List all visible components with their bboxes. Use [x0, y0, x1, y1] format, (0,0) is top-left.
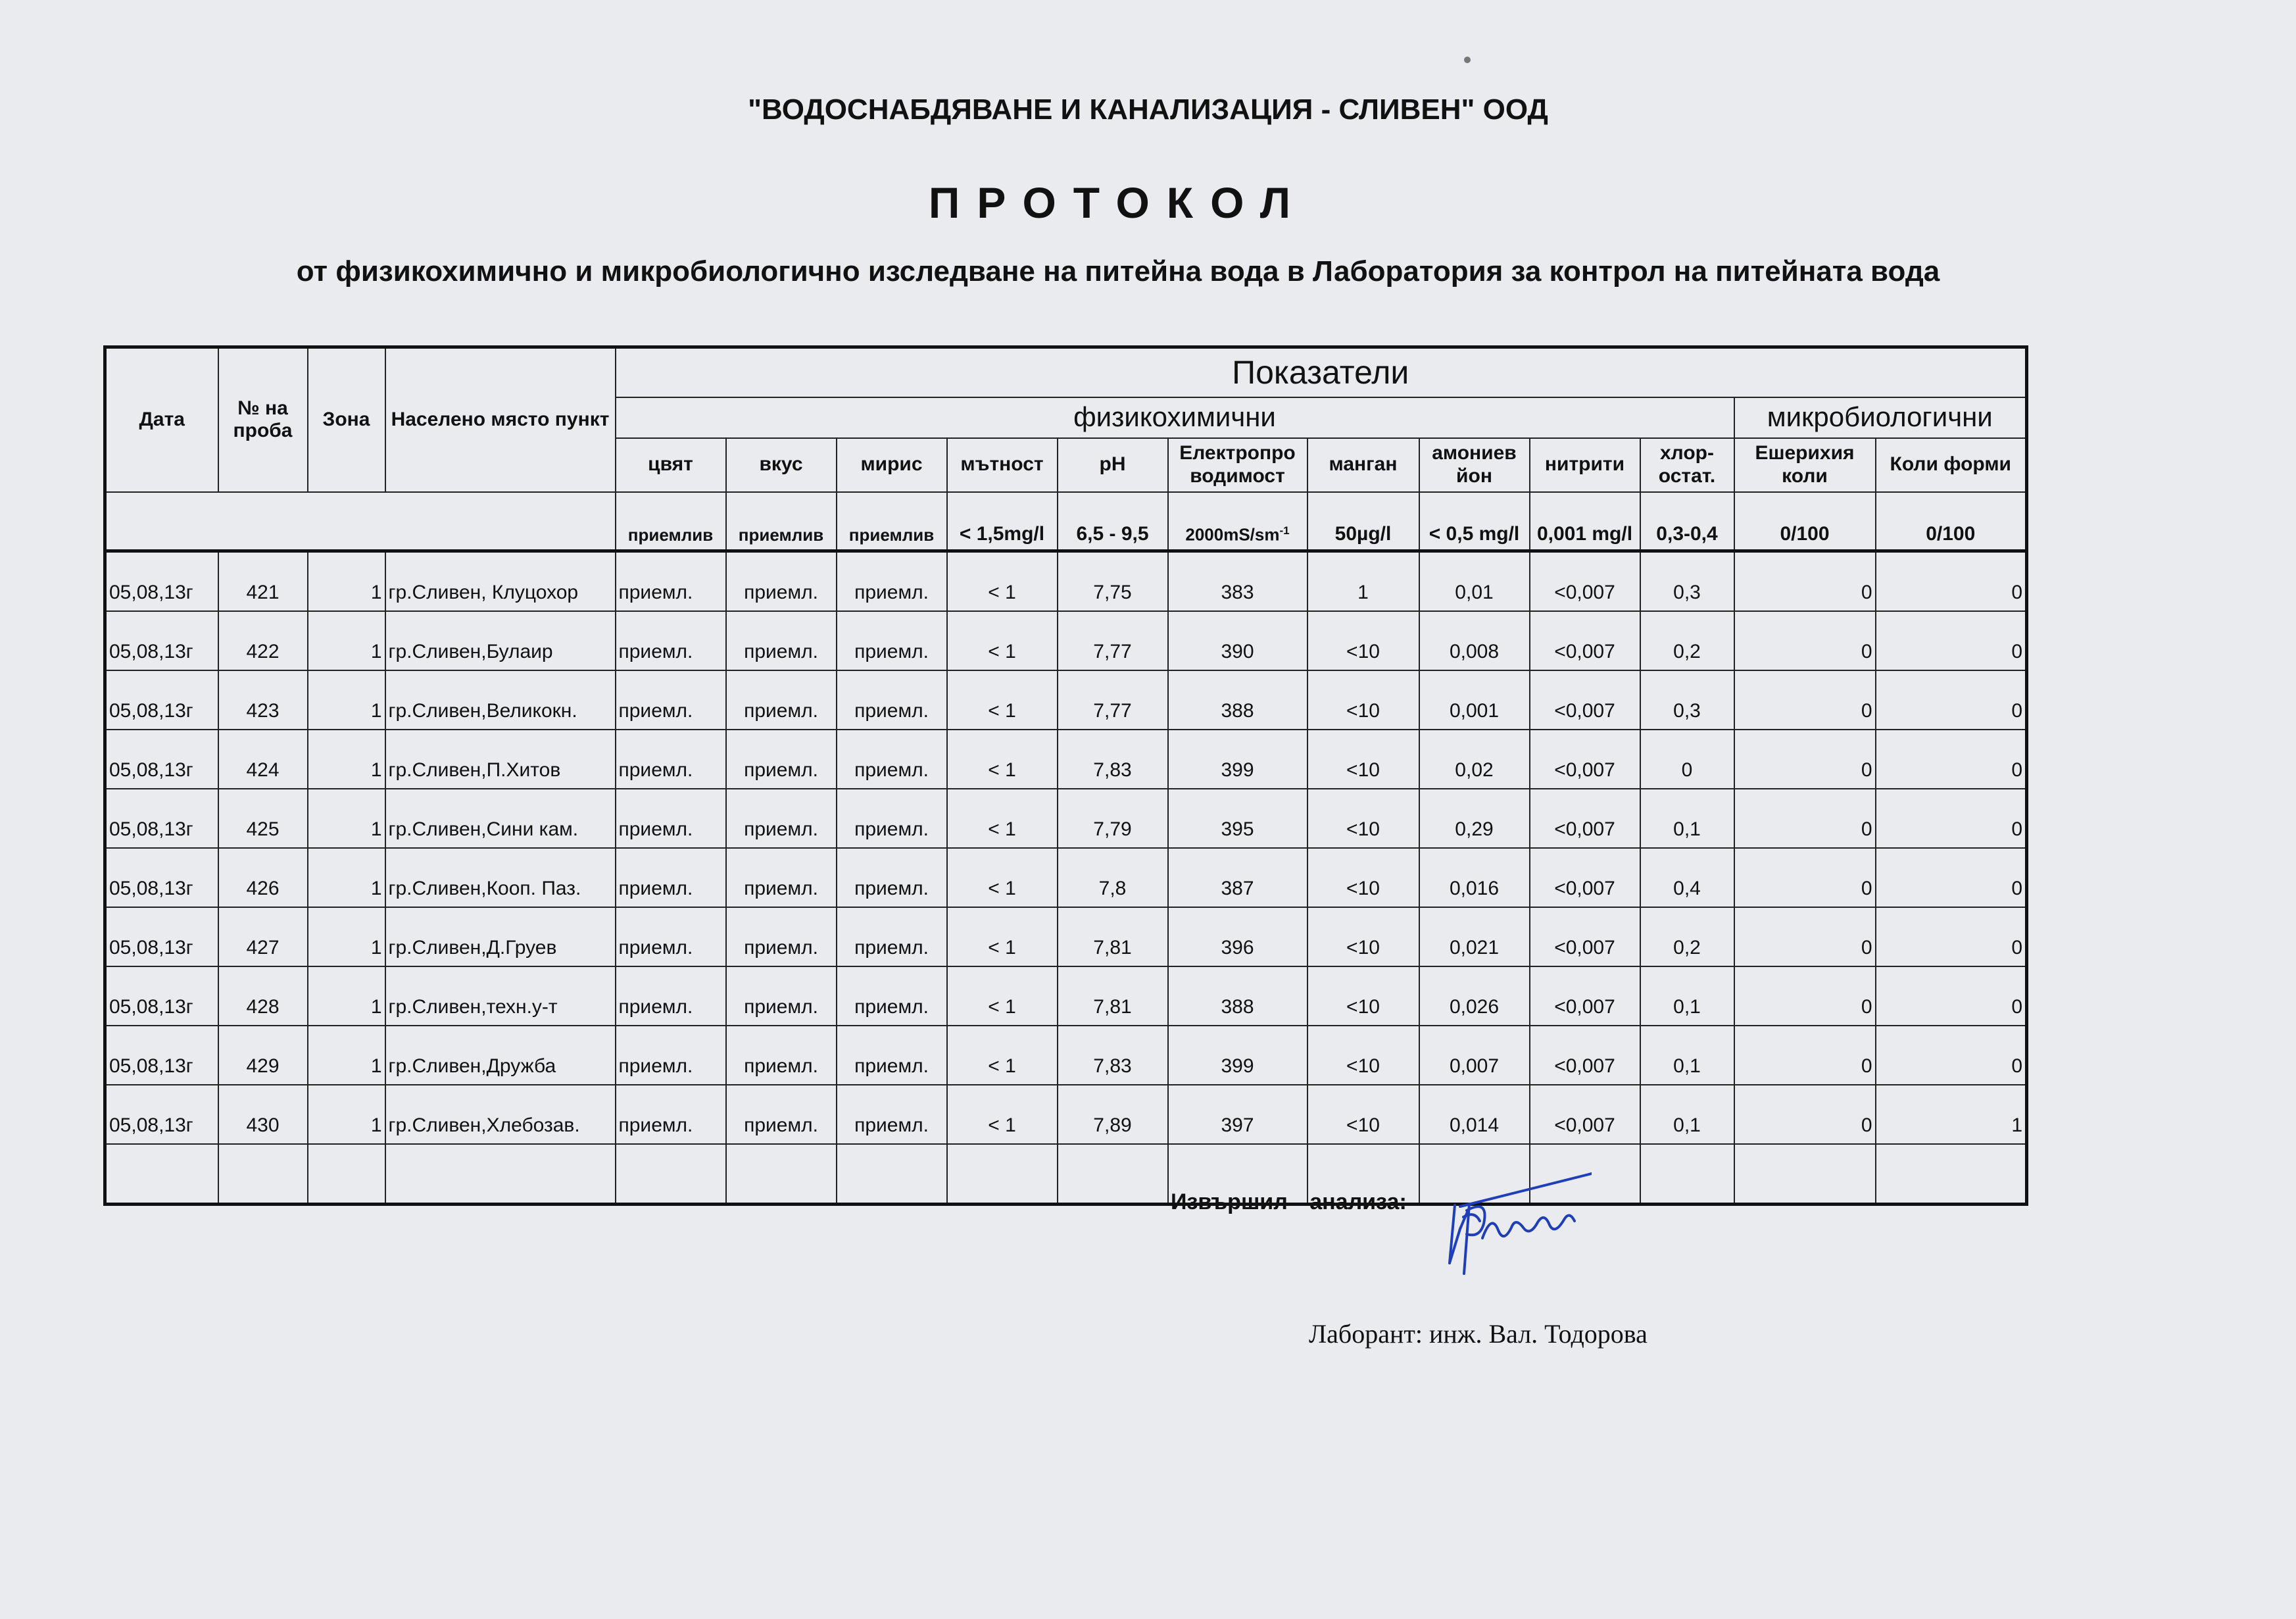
cell-manganese: <10 — [1307, 966, 1419, 1026]
norm-nitrites: 0,001 mg/l — [1530, 492, 1640, 551]
norms-row-label — [105, 492, 616, 551]
cell-date: 05,08,13г — [105, 1026, 218, 1085]
cell-place: гр.Сливен,Хлебозав. — [385, 1085, 616, 1144]
table-row — [105, 907, 2027, 966]
empty-cell — [308, 1144, 385, 1205]
cell-ph: 7,89 — [1058, 1085, 1168, 1144]
cell-manganese: 1 — [1307, 551, 1419, 612]
empty-cell — [726, 1144, 837, 1205]
cell-turbidity: < 1 — [947, 966, 1058, 1026]
cell-nitrites: <0,007 — [1530, 789, 1640, 848]
cell-date: 05,08,13г — [105, 670, 218, 730]
param-taste: вкус — [726, 438, 837, 492]
cell-coliforms: 0 — [1876, 611, 2027, 670]
results-table — [103, 345, 2028, 1206]
cell-color: приемл. — [616, 730, 726, 789]
cell-color: приемл. — [616, 848, 726, 907]
cell-taste: приемл. — [726, 611, 837, 670]
cell-taste: приемл. — [726, 789, 837, 848]
param-ph: pH — [1058, 438, 1168, 492]
empty-cell — [1876, 1144, 2027, 1205]
cell-zone: 1 — [308, 670, 385, 730]
cell-ammonium: 0,02 — [1419, 730, 1530, 789]
norm-taste: приемлив — [726, 492, 837, 551]
cell-ph: 7,8 — [1058, 848, 1168, 907]
cell-ammonium: 0,29 — [1419, 789, 1530, 848]
results-body — [105, 551, 2027, 1205]
cell-date: 05,08,13г — [105, 551, 218, 612]
cell-chlorine: 0,3 — [1640, 670, 1734, 730]
cell-manganese: <10 — [1307, 1085, 1419, 1144]
cell-ecoli: 0 — [1734, 848, 1876, 907]
norm-ph: 6,5 - 9,5 — [1058, 492, 1168, 551]
cell-sample-no: 429 — [218, 1026, 308, 1085]
cell-ecoli: 0 — [1734, 1085, 1876, 1144]
cell-date: 05,08,13г — [105, 966, 218, 1026]
cell-chlorine: 0,3 — [1640, 551, 1734, 612]
norm-coliforms: 0/100 — [1876, 492, 2027, 551]
cell-coliforms: 0 — [1876, 551, 2027, 612]
cell-conductivity: 383 — [1168, 551, 1307, 612]
cell-taste: приемл. — [726, 1085, 837, 1144]
cell-ammonium: 0,001 — [1419, 670, 1530, 730]
cell-place: гр.Сливен,Дружба — [385, 1026, 616, 1085]
cell-conductivity: 388 — [1168, 670, 1307, 730]
header-sample-no: № на проба — [218, 347, 308, 492]
cell-conductivity: 396 — [1168, 907, 1307, 966]
param-ammonium: амониев йон — [1419, 438, 1530, 492]
cell-ph: 7,79 — [1058, 789, 1168, 848]
cell-odor: приемл. — [837, 1085, 947, 1144]
cell-place: гр.Сливен,Великокн. — [385, 670, 616, 730]
cell-ph: 7,83 — [1058, 1026, 1168, 1085]
cell-color: приемл. — [616, 551, 726, 612]
cell-turbidity: < 1 — [947, 611, 1058, 670]
cell-place: гр.Сливен,Д.Груев — [385, 907, 616, 966]
cell-coliforms: 0 — [1876, 789, 2027, 848]
cell-ecoli: 0 — [1734, 730, 1876, 789]
cell-zone: 1 — [308, 907, 385, 966]
cell-odor: приемл. — [837, 789, 947, 848]
cell-ecoli: 0 — [1734, 611, 1876, 670]
empty-cell — [1640, 1144, 1734, 1205]
cell-ammonium: 0,007 — [1419, 1026, 1530, 1085]
cell-zone: 1 — [308, 848, 385, 907]
cell-sample-no: 430 — [218, 1085, 308, 1144]
cell-ammonium: 0,026 — [1419, 966, 1530, 1026]
norm-conductivity-exponent: -1 — [1279, 524, 1290, 537]
cell-sample-no: 422 — [218, 611, 308, 670]
cell-turbidity: < 1 — [947, 848, 1058, 907]
cell-zone: 1 — [308, 611, 385, 670]
cell-coliforms: 0 — [1876, 907, 2027, 966]
cell-ph: 7,83 — [1058, 730, 1168, 789]
cell-zone: 1 — [308, 1085, 385, 1144]
cell-date: 05,08,13г — [105, 789, 218, 848]
empty-cell — [616, 1144, 726, 1205]
header-physchem: физикохимични — [616, 397, 1734, 438]
table-row — [105, 789, 2027, 848]
empty-cell — [1058, 1144, 1168, 1205]
cell-ecoli: 0 — [1734, 1026, 1876, 1085]
cell-turbidity: < 1 — [947, 1026, 1058, 1085]
cell-nitrites: <0,007 — [1530, 611, 1640, 670]
cell-sample-no: 428 — [218, 966, 308, 1026]
cell-chlorine: 0 — [1640, 730, 1734, 789]
cell-date: 05,08,13г — [105, 1085, 218, 1144]
cell-sample-no: 423 — [218, 670, 308, 730]
cell-odor: приемл. — [837, 551, 947, 612]
cell-place: гр.Сливен,Сини кам. — [385, 789, 616, 848]
cell-date: 05,08,13г — [105, 907, 218, 966]
cell-zone: 1 — [308, 789, 385, 848]
cell-zone: 1 — [308, 730, 385, 789]
cell-nitrites: <0,007 — [1530, 1026, 1640, 1085]
cell-zone: 1 — [308, 966, 385, 1026]
cell-chlorine: 0,1 — [1640, 1026, 1734, 1085]
cell-odor: приемл. — [837, 730, 947, 789]
norm-ammonium: < 0,5 mg/l — [1419, 492, 1530, 551]
cell-manganese: <10 — [1307, 670, 1419, 730]
cell-nitrites: <0,007 — [1530, 730, 1640, 789]
cell-turbidity: < 1 — [947, 730, 1058, 789]
cell-turbidity: < 1 — [947, 789, 1058, 848]
cell-turbidity: < 1 — [947, 551, 1058, 612]
cell-ph: 7,75 — [1058, 551, 1168, 612]
cell-chlorine: 0,2 — [1640, 611, 1734, 670]
cell-coliforms: 1 — [1876, 1085, 2027, 1144]
cell-coliforms: 0 — [1876, 966, 2027, 1026]
cell-zone: 1 — [308, 1026, 385, 1085]
cell-turbidity: < 1 — [947, 1085, 1058, 1144]
organization-name: "ВОДОСНАБДЯВАНЕ И КАНАЛИЗАЦИЯ - СЛИВЕН" ООД — [748, 93, 1548, 126]
cell-place: гр.Сливен,Кооп. Паз. — [385, 848, 616, 907]
norm-odor: приемлив — [837, 492, 947, 551]
cell-odor: приемл. — [837, 611, 947, 670]
cell-ammonium: 0,01 — [1419, 551, 1530, 612]
cell-conductivity: 388 — [1168, 966, 1307, 1026]
norm-turbidity: < 1,5mg/l — [947, 492, 1058, 551]
table-row — [105, 670, 2027, 730]
cell-ph: 7,77 — [1058, 611, 1168, 670]
table-row — [105, 551, 2027, 612]
table-row — [105, 611, 2027, 670]
cell-coliforms: 0 — [1876, 1026, 2027, 1085]
cell-coliforms: 0 — [1876, 670, 2027, 730]
cell-turbidity: < 1 — [947, 907, 1058, 966]
cell-color: приемл. — [616, 1026, 726, 1085]
cell-ecoli: 0 — [1734, 551, 1876, 612]
cell-chlorine: 0,1 — [1640, 966, 1734, 1026]
param-ecoli: Ешерихия коли — [1734, 438, 1876, 492]
norm-conductivity-value: 2000mS/sm — [1185, 525, 1280, 545]
results-table-wrapper — [103, 345, 2028, 1206]
scan-speck — [1464, 57, 1471, 63]
cell-conductivity: 397 — [1168, 1085, 1307, 1144]
cell-conductivity: 390 — [1168, 611, 1307, 670]
cell-ecoli: 0 — [1734, 670, 1876, 730]
cell-turbidity: < 1 — [947, 670, 1058, 730]
empty-cell — [837, 1144, 947, 1205]
header-place: Населено място пункт — [385, 347, 616, 492]
cell-ammonium: 0,014 — [1419, 1085, 1530, 1144]
signature-image — [1440, 1164, 1592, 1286]
cell-taste: приемл. — [726, 1026, 837, 1085]
cell-manganese: <10 — [1307, 848, 1419, 907]
param-conductivity: Електропро водимост — [1168, 438, 1307, 492]
cell-zone: 1 — [308, 551, 385, 612]
cell-color: приемл. — [616, 907, 726, 966]
norm-manganese: 50µg/l — [1307, 492, 1419, 551]
cell-ecoli: 0 — [1734, 966, 1876, 1026]
param-coliforms: Коли форми — [1876, 438, 2027, 492]
param-nitrites: нитрити — [1530, 438, 1640, 492]
cell-place: гр.Сливен,П.Хитов — [385, 730, 616, 789]
cell-sample-no: 426 — [218, 848, 308, 907]
cell-chlorine: 0,1 — [1640, 789, 1734, 848]
cell-taste: приемл. — [726, 670, 837, 730]
cell-ecoli: 0 — [1734, 789, 1876, 848]
cell-coliforms: 0 — [1876, 848, 2027, 907]
empty-cell — [947, 1144, 1058, 1205]
cell-place: гр.Сливен, Клуцохор — [385, 551, 616, 612]
cell-chlorine: 0,2 — [1640, 907, 1734, 966]
cell-conductivity: 395 — [1168, 789, 1307, 848]
cell-sample-no: 425 — [218, 789, 308, 848]
cell-place: гр.Сливен,техн.у-т — [385, 966, 616, 1026]
cell-taste: приемл. — [726, 551, 837, 612]
table-row — [105, 1026, 2027, 1085]
cell-sample-no: 427 — [218, 907, 308, 966]
cell-ph: 7,77 — [1058, 670, 1168, 730]
cell-nitrites: <0,007 — [1530, 907, 1640, 966]
cell-date: 05,08,13г — [105, 611, 218, 670]
cell-nitrites: <0,007 — [1530, 1085, 1640, 1144]
header-zone: Зона — [308, 347, 385, 492]
cell-taste: приемл. — [726, 966, 837, 1026]
norm-chlorine: 0,3-0,4 — [1640, 492, 1734, 551]
table-row-empty — [105, 1144, 2027, 1205]
cell-nitrites: <0,007 — [1530, 670, 1640, 730]
empty-cell — [1734, 1144, 1876, 1205]
cell-conductivity: 399 — [1168, 730, 1307, 789]
empty-cell — [385, 1144, 616, 1205]
table-row — [105, 1085, 2027, 1144]
cell-sample-no: 424 — [218, 730, 308, 789]
cell-taste: приемл. — [726, 848, 837, 907]
param-chlorine: хлор-остат. — [1640, 438, 1734, 492]
cell-ammonium: 0,008 — [1419, 611, 1530, 670]
cell-taste: приемл. — [726, 730, 837, 789]
cell-manganese: <10 — [1307, 907, 1419, 966]
cell-ph: 7,81 — [1058, 966, 1168, 1026]
cell-sample-no: 421 — [218, 551, 308, 612]
protocol-subtitle: от физикохимично и микробиологично изследване на питейна вода в Лаборатория за контрол на питейната вода — [296, 255, 1940, 287]
param-color: цвят — [616, 438, 726, 492]
cell-manganese: <10 — [1307, 1026, 1419, 1085]
cell-nitrites: <0,007 — [1530, 966, 1640, 1026]
cell-ph: 7,81 — [1058, 907, 1168, 966]
cell-color: приемл. — [616, 670, 726, 730]
cell-ecoli: 0 — [1734, 907, 1876, 966]
cell-color: приемл. — [616, 789, 726, 848]
header-date: Дата — [105, 347, 218, 492]
norm-ecoli: 0/100 — [1734, 492, 1876, 551]
cell-odor: приемл. — [837, 966, 947, 1026]
norm-conductivity — [1168, 492, 1307, 551]
cell-nitrites: <0,007 — [1530, 848, 1640, 907]
empty-cell — [218, 1144, 308, 1205]
protocol-title: ПРОТОКОЛ — [928, 178, 1308, 227]
cell-color: приемл. — [616, 1085, 726, 1144]
cell-coliforms: 0 — [1876, 730, 2027, 789]
cell-date: 05,08,13г — [105, 848, 218, 907]
cell-odor: приемл. — [837, 1026, 947, 1085]
param-manganese: манган — [1307, 438, 1419, 492]
cell-odor: приемл. — [837, 670, 947, 730]
cell-odor: приемл. — [837, 907, 947, 966]
cell-nitrites: <0,007 — [1530, 551, 1640, 612]
param-turbidity: мътност — [947, 438, 1058, 492]
header-indicators: Показатели — [616, 347, 2027, 397]
cell-manganese: <10 — [1307, 789, 1419, 848]
table-row — [105, 848, 2027, 907]
performed-by-label: Извършил анализа: — [1171, 1189, 1407, 1214]
table-row — [105, 966, 2027, 1026]
cell-place: гр.Сливен,Булаир — [385, 611, 616, 670]
cell-conductivity: 399 — [1168, 1026, 1307, 1085]
empty-cell — [105, 1144, 218, 1205]
cell-chlorine: 0,4 — [1640, 848, 1734, 907]
cell-date: 05,08,13г — [105, 730, 218, 789]
cell-manganese: <10 — [1307, 611, 1419, 670]
cell-color: приемл. — [616, 611, 726, 670]
cell-odor: приемл. — [837, 848, 947, 907]
norm-color: приемлив — [616, 492, 726, 551]
table-row — [105, 730, 2027, 789]
cell-manganese: <10 — [1307, 730, 1419, 789]
cell-conductivity: 387 — [1168, 848, 1307, 907]
cell-taste: приемл. — [726, 907, 837, 966]
cell-chlorine: 0,1 — [1640, 1085, 1734, 1144]
param-odor: мирис — [837, 438, 947, 492]
cell-ammonium: 0,021 — [1419, 907, 1530, 966]
header-micro: микробиологични — [1734, 397, 2027, 438]
cell-color: приемл. — [616, 966, 726, 1026]
lab-assistant-name: Лаборант: инж. Вал. Тодорова — [1309, 1319, 1648, 1349]
cell-ammonium: 0,016 — [1419, 848, 1530, 907]
